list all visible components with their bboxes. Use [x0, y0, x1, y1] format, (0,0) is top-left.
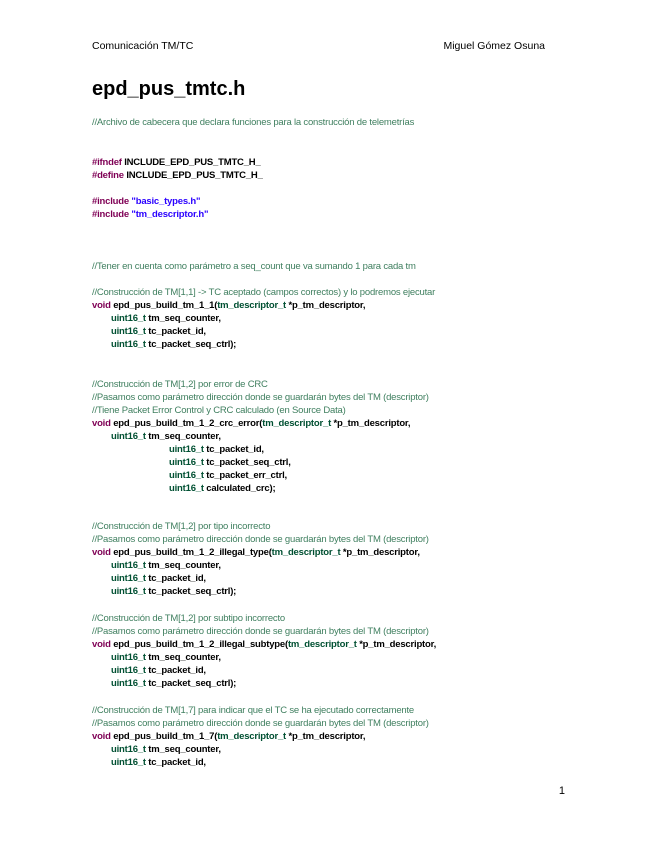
- guard-name: INCLUDE_EPD_PUS_TMTC_H_: [124, 157, 261, 168]
- param-type: tm_descriptor_t: [262, 418, 332, 429]
- function-name: epd_pus_build_tm_1_1: [113, 300, 215, 311]
- function-param: [111, 585, 236, 598]
- param-type: uint16_t: [111, 678, 146, 689]
- define-keyword: #define: [92, 170, 124, 181]
- return-type: void: [92, 639, 111, 650]
- param-name: tc_packet_seq_ctrl);: [145, 339, 237, 350]
- param-name: calculated_crc);: [203, 483, 276, 494]
- return-type: void: [92, 547, 111, 558]
- function-signature: [92, 299, 365, 312]
- param-type: uint16_t: [169, 457, 204, 468]
- include-file: "basic_types.h": [131, 196, 201, 207]
- function-param: [111, 572, 206, 585]
- function-comment: //Pasamos como parámetro dirección donde se guardarán bytes del TM (descriptor): [92, 392, 429, 403]
- param-type: tm_descriptor_t: [287, 639, 357, 650]
- function-param: [111, 743, 221, 756]
- ifndef-keyword: #ifndef: [92, 157, 122, 168]
- param-name: tc_packet_seq_ctrl);: [145, 678, 237, 689]
- intro-comment: //Archivo de cabecera que declara funciones para la construcción de telemetrías: [92, 117, 415, 128]
- note-comment: //Tener en cuenta como parámetro a seq_count que va sumando 1 para cada tm: [92, 261, 416, 272]
- param-name: tc_packet_seq_ctrl);: [145, 586, 237, 597]
- open-paren: (: [259, 418, 263, 429]
- param-name: tc_packet_id,: [203, 444, 264, 455]
- param-type: tm_descriptor_t: [271, 547, 341, 558]
- param-type: uint16_t: [111, 339, 146, 350]
- param-type: uint16_t: [111, 586, 146, 597]
- param-name: tm_seq_counter,: [145, 313, 221, 324]
- open-paren: (: [214, 300, 218, 311]
- function-param: [111, 430, 221, 443]
- function-comment: //Construcción de TM[1,7] para indicar que el TC se ha ejecutado correctamente: [92, 705, 415, 716]
- guard-name: INCLUDE_EPD_PUS_TMTC_H_: [126, 170, 263, 181]
- header-left: Comunicación TM/TC: [92, 40, 194, 52]
- param-type: uint16_t: [111, 573, 146, 584]
- guard-define-line: [92, 169, 263, 182]
- param-type: uint16_t: [111, 560, 146, 571]
- param-name: tc_packet_id,: [145, 573, 206, 584]
- param-type: uint16_t: [111, 652, 146, 663]
- function-comment: //Pasamos como parámetro dirección donde se guardarán bytes del TM (descriptor): [92, 534, 429, 545]
- function-param: [169, 482, 275, 495]
- include-keyword: #include: [92, 209, 129, 220]
- function-name: epd_pus_build_tm_1_7: [113, 731, 215, 742]
- param-name: *p_tm_descriptor,: [286, 300, 366, 311]
- param-name: tm_seq_counter,: [145, 431, 221, 442]
- function-name: epd_pus_build_tm_1_2_crc_error: [113, 418, 260, 429]
- param-type: uint16_t: [111, 744, 146, 755]
- function-comment: //Construcción de TM[1,1] -> TC aceptado (campos correctos) y lo podremos ejecutar: [92, 287, 436, 298]
- function-param: [111, 664, 206, 677]
- param-type: uint16_t: [111, 326, 146, 337]
- function-comment: //Pasamos como parámetro dirección donde se guardarán bytes del TM (descriptor): [92, 718, 429, 729]
- param-name: tm_seq_counter,: [145, 652, 221, 663]
- param-name: *p_tm_descriptor,: [286, 731, 366, 742]
- return-type: void: [92, 418, 111, 429]
- include-keyword: #include: [92, 196, 129, 207]
- param-name: tc_packet_seq_ctrl,: [203, 457, 291, 468]
- header-right: Miguel Gómez Osuna: [443, 40, 545, 52]
- param-name: tm_seq_counter,: [145, 560, 221, 571]
- include-file: "tm_descriptor.h": [131, 209, 209, 220]
- function-param: [111, 338, 236, 351]
- param-type: uint16_t: [111, 665, 146, 676]
- function-param: [111, 312, 221, 325]
- param-name: tc_packet_id,: [145, 757, 206, 768]
- return-type: void: [92, 300, 111, 311]
- page-number: 1: [558, 785, 565, 797]
- param-type: uint16_t: [111, 431, 146, 442]
- include-line: [92, 195, 200, 208]
- function-signature: [92, 546, 420, 559]
- function-signature: [92, 638, 436, 651]
- function-param: [111, 756, 206, 769]
- return-type: void: [92, 731, 111, 742]
- function-param: [169, 469, 287, 482]
- function-param: [169, 443, 264, 456]
- function-name: epd_pus_build_tm_1_2_illegal_type: [113, 547, 269, 558]
- param-name: tc_packet_err_ctrl,: [203, 470, 287, 481]
- function-comment: //Construcción de TM[1,2] por tipo incorrecto: [92, 521, 271, 532]
- function-param: [111, 651, 221, 664]
- function-param: [111, 325, 206, 338]
- param-type: uint16_t: [111, 757, 146, 768]
- param-type: tm_descriptor_t: [217, 731, 287, 742]
- function-signature: [92, 417, 410, 430]
- param-name: *p_tm_descriptor,: [340, 547, 420, 558]
- param-name: tc_packet_id,: [145, 326, 206, 337]
- function-name: epd_pus_build_tm_1_2_illegal_subtype: [113, 639, 285, 650]
- guard-ifndef-line: [92, 156, 261, 169]
- param-name: *p_tm_descriptor,: [331, 418, 411, 429]
- include-line: [92, 208, 208, 221]
- document-title: epd_pus_tmtc.h: [92, 78, 246, 100]
- function-param: [169, 456, 291, 469]
- function-comment: //Construcción de TM[1,2] por subtipo incorrecto: [92, 613, 285, 624]
- open-paren: (: [268, 547, 272, 558]
- param-type: uint16_t: [111, 313, 146, 324]
- param-type: uint16_t: [169, 444, 204, 455]
- param-name: tc_packet_id,: [145, 665, 206, 676]
- function-comment: //Construcción de TM[1,2] por error de CRC: [92, 379, 268, 390]
- function-param: [111, 677, 236, 690]
- function-comment: //Tiene Packet Error Control y CRC calculado (en Source Data): [92, 405, 346, 416]
- param-name: *p_tm_descriptor,: [356, 639, 437, 650]
- param-name: tm_seq_counter,: [145, 744, 221, 755]
- param-type: tm_descriptor_t: [217, 300, 287, 311]
- function-param: [111, 559, 221, 572]
- function-comment: //Pasamos como parámetro dirección donde se guardarán bytes del TM (descriptor): [92, 626, 429, 637]
- param-type: uint16_t: [169, 470, 204, 481]
- function-signature: [92, 730, 365, 743]
- open-paren: (: [214, 731, 218, 742]
- open-paren: (: [284, 639, 288, 650]
- param-type: uint16_t: [169, 483, 204, 494]
